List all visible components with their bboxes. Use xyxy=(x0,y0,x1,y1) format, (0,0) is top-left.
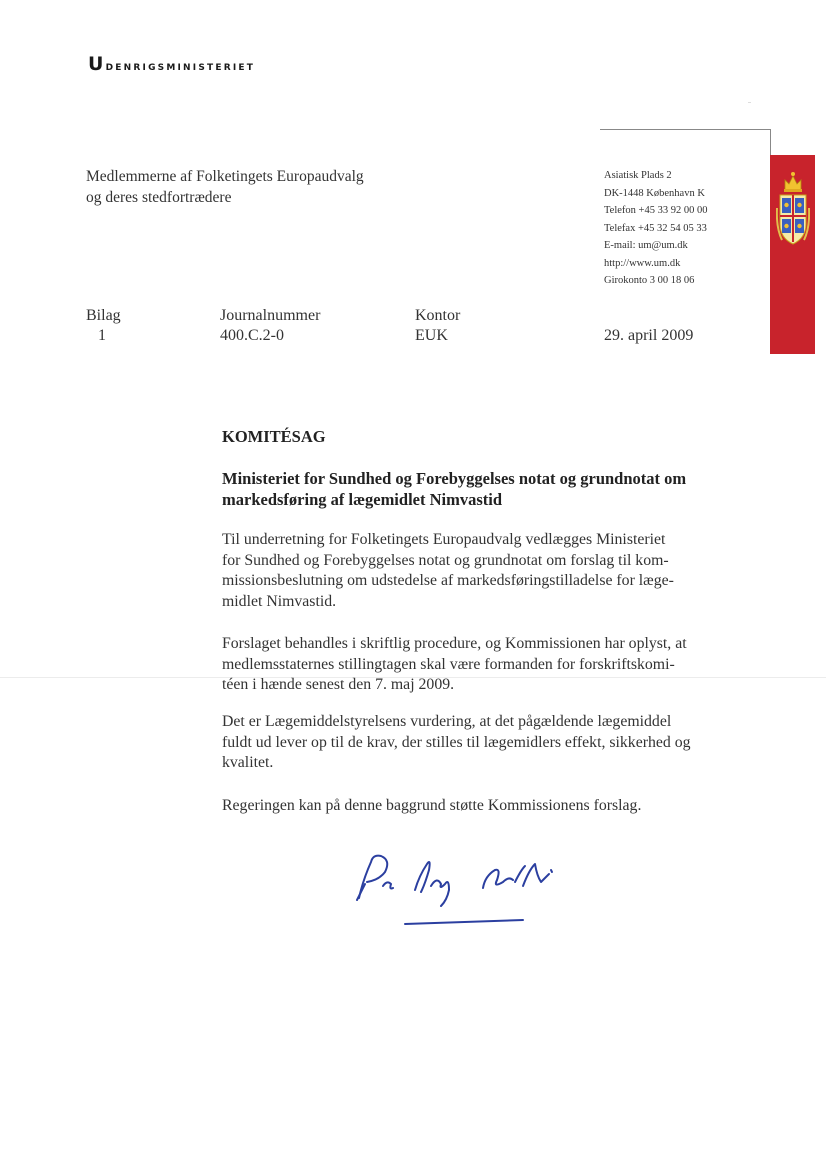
bilag-value: 1 xyxy=(98,327,106,344)
address-email: E-mail: um@um.dk xyxy=(604,240,688,251)
subject-line: Ministeriet for Sundhed og Forebyggelses notat og grundnotat om xyxy=(222,469,687,488)
recipient-block xyxy=(86,166,364,208)
paragraph-line: Det er Lægemiddelstyrelsens vurdering, at det pågældende lægemiddel xyxy=(222,713,672,730)
paragraph-line: fuldt ud lever op til de krav, der stilles til lægemidlers effekt, sikkerhed og xyxy=(222,733,691,751)
bilag-label: Bilag xyxy=(86,307,121,324)
ministry-name: Udenrigsministeriet xyxy=(88,53,256,75)
paragraph-1 xyxy=(222,530,752,613)
paragraph-line: missionsbeslutning om udstedelse af markedsføringstilladelse for læge- xyxy=(222,572,674,590)
paragraph-4 xyxy=(222,796,752,817)
recipient-line: Medlemmerne af Folketingets Europaudvalg xyxy=(86,168,364,185)
subject-line: markedsføring af lægemidlet Nimvastid xyxy=(222,490,503,509)
signature xyxy=(345,840,585,940)
paragraph-2 xyxy=(222,634,752,696)
address-giro: Girokonto 3 00 18 06 xyxy=(604,275,695,286)
recipient-line: og deres stedfortrædere xyxy=(86,189,232,206)
paragraph-line: midlet Nimvastid. xyxy=(222,593,337,611)
letterhead-rule-vertical xyxy=(770,129,771,155)
paragraph-line: téen i hænde senest den 7. maj 2009. xyxy=(222,676,455,694)
paragraph-line: medlemsstaternes stillingtagen skal være formanden for forskriftskomi- xyxy=(222,655,675,673)
address-fax: Telefax +45 32 54 05 33 xyxy=(604,222,707,234)
paragraph-line: for Sundhed og Forebyggelses notat og grundnotat om forslag til kom- xyxy=(222,551,669,569)
kontor-value: EUK xyxy=(415,327,448,344)
letterhead-rule xyxy=(600,129,770,130)
address-street: Asiatisk Plads 2 xyxy=(604,170,672,181)
paragraph-line: kvalitet. xyxy=(222,754,274,772)
kontor-label: Kontor xyxy=(415,307,461,324)
letter-date: 29. april 2009 xyxy=(604,327,694,344)
address-city: DK-1448 København K xyxy=(604,187,705,199)
sender-address xyxy=(604,167,707,290)
letter-subject xyxy=(222,468,752,510)
paragraph-line: Til underretning for Folketingets Europaudvalg vedlægges Ministeriet xyxy=(222,531,666,548)
scan-speck xyxy=(748,102,751,103)
paragraph-line: Regeringen kan på denne baggrund støtte Kommissionens forslag. xyxy=(222,797,642,814)
letter-heading: KOMITÉSAG xyxy=(222,427,326,446)
journal-value: 400.C.2-0 xyxy=(220,327,284,344)
paragraph-line: Forslaget behandles i skriftlig procedure, og Kommissionen har oplyst, at xyxy=(222,635,687,652)
address-phone: Telefon +45 33 92 00 00 xyxy=(604,205,708,216)
paragraph-3 xyxy=(222,712,752,774)
address-web: http://www.um.dk xyxy=(604,257,681,269)
crest-icon xyxy=(776,168,810,268)
journal-label: Journalnummer xyxy=(220,307,321,324)
